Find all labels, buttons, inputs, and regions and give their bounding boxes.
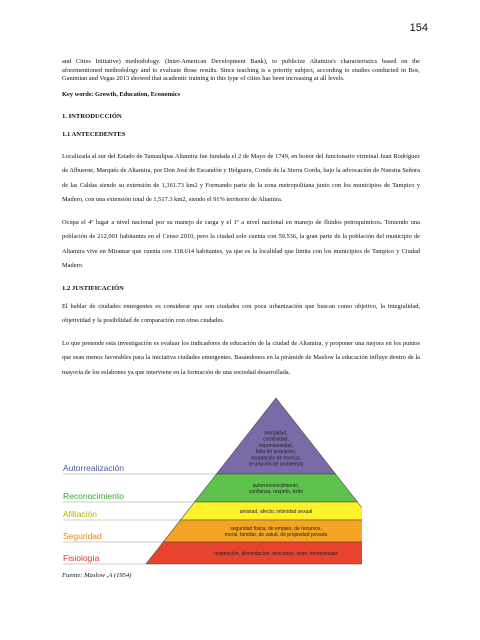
keywords: Key words: Growth, Education, Economics: [62, 90, 181, 98]
pyramid-level-text: confianza, respeto, éxito: [248, 489, 304, 496]
maslow-pyramid-figure: [62, 392, 420, 568]
pyramid-level-text: respiración, alimentación, descanso, sexo, homeostasis: [214, 551, 338, 558]
pyramid-label-reconocimiento: Reconocimiento: [63, 491, 124, 502]
page-number: 154: [409, 22, 428, 34]
pyramid-label-fisiologia: Fisiología: [63, 553, 100, 564]
pyramid-label-afiliacion: Afiliación: [63, 509, 98, 520]
paragraph-localizacion: Localizada al sur del Estado de Tamaulipas Altamira fue fundada el 2 de Mayo de 1749, en honor del funcionario virreinal Juan Rodríguez de Albuerne, Marqués de Altamira, por Don José de Escandón y Helguera, Conde de la Sierra Gorda, bajo la advocación de Nuestra Señora de las Caldas siendo su extensión de 1,361.73 km2 y Formando parte de la zona metropolitana junto con los municipios de Tampico y Madero, con una extensión total de 1,517.3 km2, siendo el 91% territorio de Altamira.: [62, 152, 420, 204]
paragraph-poblacion: Ocupa el 4º lugar a nivel nacional por su manejo de carga y el 1º a nivel nacional en manejo de fluidos petroquímicos. Teniendo una población de 212,001 habitantes en el Censo 2010, pero la ciudad solo cuenta con 59.536, la gran parte de la población del municipio de Altamira vive en Miramar que cuenta con 118.614 habitantes, ya que es la localidad que limita con los municipios de Tampico y Ciudad Madero.: [62, 218, 420, 270]
section-heading-introduccion: 1. INTRODUCCIÓN: [62, 112, 122, 120]
maslow-pyramid-svg: [62, 392, 362, 568]
figure-caption: Fuente: Maslow ,A (1954): [62, 572, 132, 580]
pyramid-label-seguridad: Seguridad: [63, 531, 102, 542]
page-content: [62, 58, 420, 579]
pyramid-level-text: creatividad,: [263, 436, 289, 443]
paragraph-investigacion: Lo que pretende esta investigación es evaluar los indicadores de educación de la ciudad de Altamira, y proponer una mejora en los puntos que sean menos favorables para la iniciativa ciudades emergentes. Basándonos en la pirámide de Maslow la educación influye dentro de la mayoría de los eslabones ya que interviene en la formación de una sociedad desarrollada.: [62, 339, 420, 376]
subsection-heading-justificacion: 1.2 JUSTIFICACIÓN: [62, 284, 124, 292]
pyramid-level-text: moral, familiar, de salud, de propiedad privada: [224, 532, 328, 539]
subsection-heading-antecedentes: 1.1 ANTECEDENTES: [62, 130, 126, 138]
abstract-end-paragraph: and Cities Initiative) methodology. (Inter-American Development Bank), to publicize Altamira's characteristics based on the aforementioned methodology and to evaluate those results. Since teaching is a priority subject, according to studies conducted in Bos, Ganimian and Vegas 2013 showed that academic training in this type of cities has been increasing at all levels.: [62, 58, 420, 83]
pyramid-level-text: moralidad,: [264, 430, 288, 437]
pyramid-level-text: autorreconocimiento,: [252, 483, 300, 490]
paragraph-ciudades-emergentes: El hablar de ciudades emergentes es considerar que son ciudades con poca urbanización que buscan como objetivo, la integralidad, objetividad y la posibilidad de comparación con otras ciudades.: [62, 302, 420, 325]
pyramid-level-text: falta de prejuicios,: [255, 449, 297, 456]
pyramid-label-autorrealizacion: Autorrealización: [63, 463, 124, 474]
pyramid-level-text: espontaneidad,: [258, 443, 294, 450]
pyramid-level-text: resolución de problemas: [248, 461, 304, 468]
pyramid-level-text: aceptación de hechos,: [250, 455, 302, 462]
pyramid-level-text: amistad, afecto, intimidad sexual: [239, 509, 313, 516]
pyramid-level-text: seguridad física, de empleo, de recursos,: [230, 526, 322, 533]
